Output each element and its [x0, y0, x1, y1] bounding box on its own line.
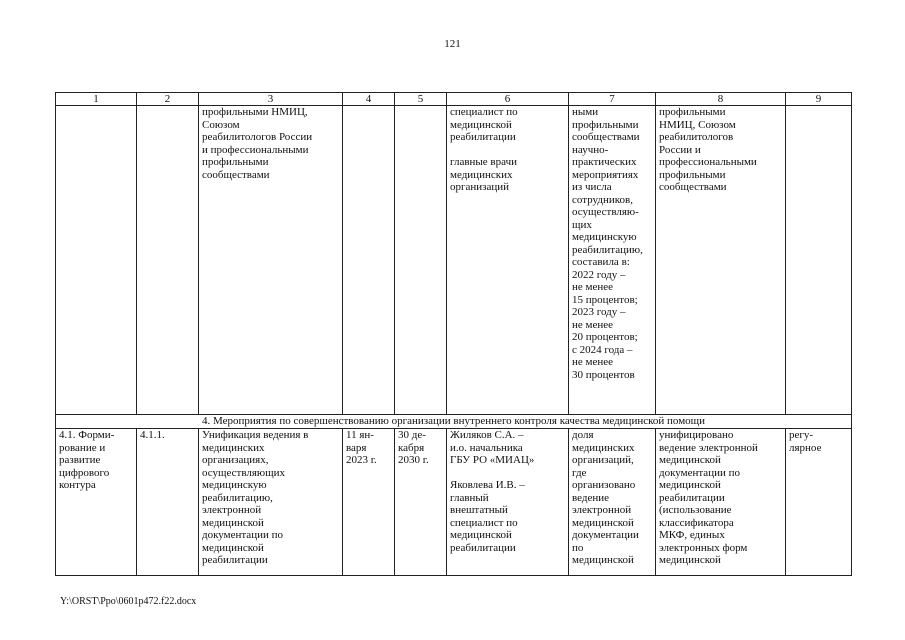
frequency-cell: регу- лярное: [786, 429, 852, 576]
continuation-row: [56, 106, 852, 415]
column-number-cell: 4: [343, 93, 395, 106]
table-cell: [343, 106, 395, 415]
table-cell: [395, 106, 447, 415]
column-number-cell: 6: [447, 93, 569, 106]
measure-cell: Унификация ведения в медицинских организациях, осуществляющих медицинскую реабилитацию, электронной медицинской документации по медицинской реабилитации: [199, 429, 343, 576]
item-number-cell: 4.1.1.: [137, 429, 199, 576]
page-number: 121: [444, 38, 461, 50]
measures-table: [55, 92, 852, 576]
column-number-row: [56, 93, 852, 106]
item-row: [56, 429, 852, 576]
column-number-cell: 5: [395, 93, 447, 106]
indicator-cell: доля медицинских организаций, где организовано ведение электронной медицинской документации по медицинской: [569, 429, 656, 576]
task-cell: 4.1. Форми- рование и развитие цифрового контура: [56, 429, 137, 576]
section-heading-row: [56, 415, 852, 429]
section-title: 4. Мероприятия по совершенствованию организации внутреннего контроля качества медицинской помощи: [56, 415, 852, 429]
column-number-cell: 9: [786, 93, 852, 106]
responsible-cell: Жиляков С.А. – и.о. начальника ГБУ РО «МИАЦ» Яковлева И.В. – главный внештатный специалист по медицинской реабилитации: [447, 429, 569, 576]
table-cell: ными профильными сообществами научно- практических мероприятиях из числа сотрудников, осуществляю- щих медицинскую реабилитацию, составила в: 2022 году – не менее 15 процентов; 2023 году – не менее 20 процентов; с 2024 года – не менее 30 процентов: [569, 106, 656, 415]
table-cell: [786, 106, 852, 415]
column-number-cell: 3: [199, 93, 343, 106]
column-number-cell: 7: [569, 93, 656, 106]
start-date-cell: 11 ян- варя 2023 г.: [343, 429, 395, 576]
table-cell: [56, 106, 137, 415]
end-date-cell: 30 де- кабря 2030 г.: [395, 429, 447, 576]
table-cell: [137, 106, 199, 415]
table-cell: специалист по медицинской реабилитации главные врачи медицинских организаций: [447, 106, 569, 415]
column-number-cell: 2: [137, 93, 199, 106]
result-cell: унифицировано ведение электронной медицинской документации по медицинской реабилитации (использование классификатора МКФ, единых электронных форм медицинской: [656, 429, 786, 576]
table-cell: профильными НМИЦ, Союзом реабилитологов России и профессиональными профильными сообществами: [199, 106, 343, 415]
column-number-cell: 1: [56, 93, 137, 106]
column-number-cell: 8: [656, 93, 786, 106]
table-cell: профильными НМИЦ, Союзом реабилитологов России и профессиональными профильными сообществами: [656, 106, 786, 415]
footer-file-path: Y:\ORST\Ppo\0601p472.f22.docx: [60, 596, 197, 607]
